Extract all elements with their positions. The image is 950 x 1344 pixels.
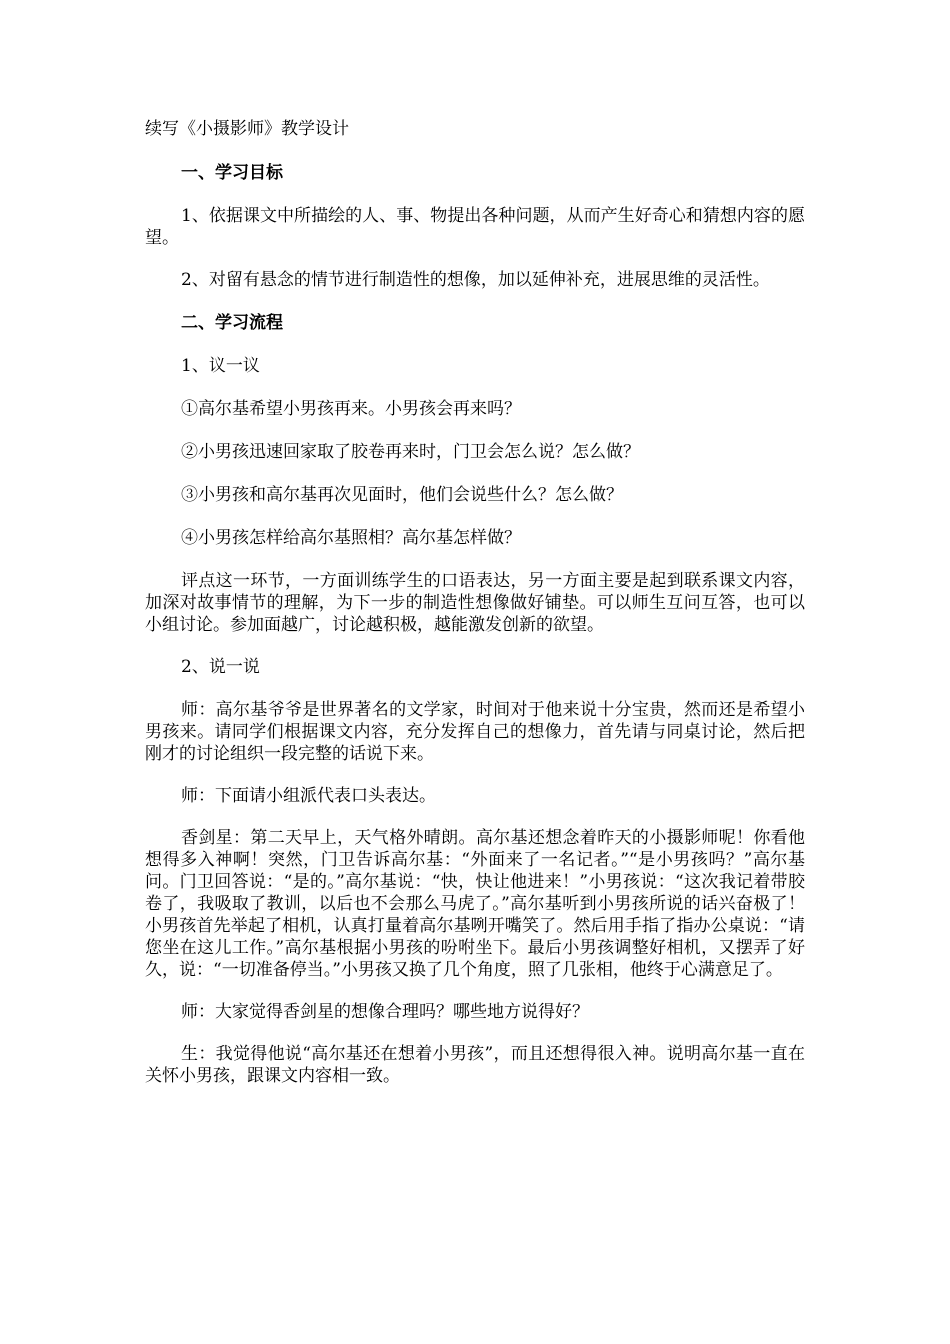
section-heading-goals: 一、学习目标: [181, 163, 283, 183]
comment-paragraph: 评点这一环节，一方面训练学生的口语表达，另一方面主要是起到联系课文内容，加深对故事情节的理解，为下一步的制造性想像做好铺垫。可以师生互问互答，也可以小组讨论。参加面越广，讨论越积极，越能激发创新的欲望。: [145, 571, 805, 635]
document-page: [145, 117, 805, 1107]
document-title: 续写《小摄影师》教学设计: [145, 119, 349, 139]
question-item: ②小男孩迅速回家取了胶卷再来时，门卫会怎么说？怎么做？: [181, 442, 640, 462]
subsection-label-speak: 2、说一说: [181, 657, 260, 677]
question-item: ③小男孩和高尔基再次见面时，他们会说些什么？怎么做？: [181, 485, 623, 505]
dialogue-paragraph: 生：我觉得他说“高尔基还在想着小男孩”，而且还想得很入神。说明高尔基一直在关怀小男孩，跟课文内容相一致。: [145, 1044, 805, 1086]
section-heading-process: 二、学习流程: [181, 313, 283, 333]
subsection-label-discuss: 1、议一议: [181, 356, 260, 376]
goal-paragraph: 1、依据课文中所描绘的人、事、物提出各种问题，从而产生好奇心和猜想内容的愿望。: [145, 206, 805, 248]
dialogue-paragraph: 师：大家觉得香剑星的想像合理吗？哪些地方说得好？: [181, 1002, 589, 1022]
dialogue-paragraph: 师：高尔基爷爷是世界著名的文学家，时间对于他来说十分宝贵，然而还是希望小男孩来。请同学们根据课文内容，充分发挥自己的想像力，首先请与同桌讨论，然后把刚才的讨论组织一段完整的话说下来。: [145, 700, 805, 764]
dialogue-paragraph: 香剑星：第二天早上，天气格外晴朗。高尔基还想念着昨天的小摄影师呢！你看他想得多入神啊！突然，门卫告诉高尔基：“外面来了一名记者。”“是小男孩吗？”高尔基问。门卫回答说：“是的。”高尔基说：“快，快让他进来！”小男孩说：“这次我记着带胶卷了，我吸取了教训，以后也不会那么马虎了。”高尔基听到小男孩所说的话兴奋极了！小男孩首先举起了相机，认真打量着高尔基咧开嘴笑了。然后用手指了指办公桌说：“请您坐在这儿工作。”高尔基根据小男孩的吩咐坐下。最后小男孩调整好相机，又摆弄了好久，说：“一切准备停当。”小男孩又换了几个角度，照了几张相，他终于心满意足了。: [145, 828, 805, 980]
goal-paragraph: 2、对留有悬念的情节进行制造性的想像，加以延伸补充，进展思维的灵活性。: [181, 270, 770, 290]
question-item: ④小男孩怎样给高尔基照相？高尔基怎样做？: [181, 528, 521, 548]
question-item: ①高尔基希望小男孩再来。小男孩会再来吗？: [181, 399, 521, 419]
dialogue-paragraph: 师：下面请小组派代表口头表达。: [181, 786, 436, 806]
